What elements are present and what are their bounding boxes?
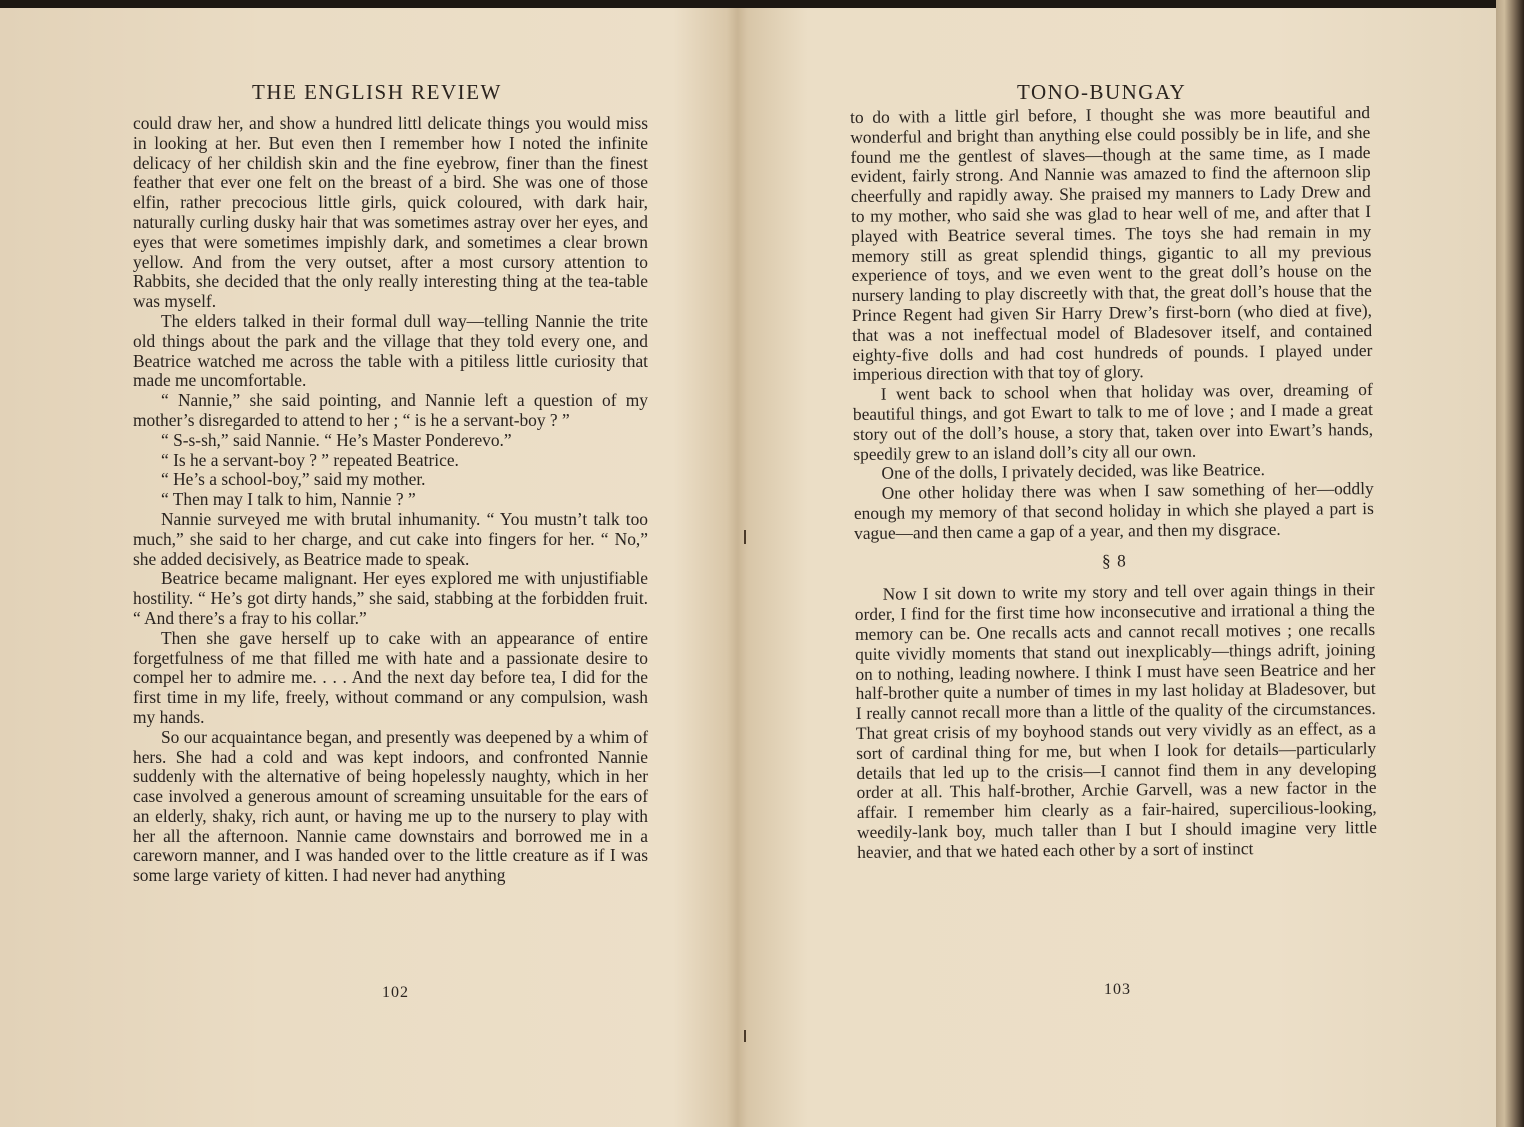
paragraph: “ S-s-sh,” said Nannie. “ He’s Master Ponderevo.”	[161, 429, 512, 450]
right-page	[745, 16, 1496, 1127]
page-number-right: 103	[1104, 981, 1131, 998]
paragraph: Beatrice became malignant. Her eyes explored me with unjustifiable hostility. “ He’s got dirty hands,” she said, stabbing at the forbidden fruit. “ And there’s a fray to his collar.”	[133, 568, 648, 628]
paragraph: I went back to school when that holiday was over, dreaming of beautiful things, and got Ewart to talk to me of love ; and I made a great story out of the doll’s house, a story that, taken over into Ewart’s hands, speedily grew to an island doll’s city all our own.	[852, 379, 1374, 464]
section-heading: § 8	[1101, 549, 1127, 571]
left-page	[0, 16, 745, 1127]
paragraph: could draw her, and show a hundred littl delicate things you would miss in looking at her. But even then I remember how I noted the infinite delicacy of her childish skin and the fine eyebrow, finer than the finest feather that ever one felt on the breast of a bird. She was one of those elfin, rather precocious little girls, quick coloured, with dark hair, naturally curling dusky hair that was sometimes astray over her eyes, and eyes that were sometimes impishly dark, and sometimes a clear brown yellow. And from the very outset, after a most cursory attention to Rabbits, she decided that the only really interesting thing at the tea-table was myself.	[133, 113, 648, 312]
paragraph: “ Then may I talk to him, Nannie ? ”	[161, 489, 416, 510]
page-edges	[1496, 0, 1524, 1127]
running-header-right: TONO-BUNGAY	[1017, 80, 1187, 104]
paragraph: “ Nannie,” she said pointing, and Nannie left a question of my mother’s disregarded to attend to her ; “ is he a servant-boy ? ”	[133, 390, 648, 430]
paragraph: Nannie surveyed me with brutal inhumanity. “ You mustn’t talk too much,” she said to her charge, and cut cake into fingers for her. “ No,” she added decisively, as Beatrice made to speak.	[133, 508, 648, 569]
right-page-text	[850, 103, 1377, 862]
paragraph: to do with a little girl before, I thought she was more beautiful and wonderful and bright than anything else could possibly be in life, and she found me the gentlest of slaves—though at the same time, as I made evident, fairly strong. And Nannie was amazed to find the afternoon slip cheerfully and rapidly away. She praised my manners to Lady Drew and to my mother, who said she was glad to hear well of me, and after that I played with Beatrice several times. The toys she had remain in my memory still as great splendid things, gigantic to all my previous experience of toys, and we even went to the great doll’s house on the nursery landing to play discreetly with that, the great doll’s house that the Prince Regent had given Sir Harry Drew’s first-born (who died at five), that was a not ineffectual model of Bladesover itself, and contained eighty-five dolls and had cost hundreds of pounds. I played under imperious direction with that toy of glory.	[849, 102, 1373, 385]
paragraph: Now I sit down to write my story and tell over again things in their order, I find for the first time how inconsecutive and irrational a thing the memory can be. One recalls acts and cannot recall motives ; one recalls quite vividly moments that stand out inexplicably—things adrift, joining on to nothing, leading nowhere. I think I must have seen Beatrice and her half-brother quite a number of times in my last holiday at Bladesover, but I really cannot recall more than a little of the quality of the circumstances. That great crisis of my boyhood stands out very vividly as an effect, as a sort of cardinal thing for me, but when I look for details—particularly details that led up to the crisis—I cannot find them in any developing order at all. This half-brother, Archie Garvell, was a new factor in the affair. I remember him clearly as a fair-haired, supercilious-looking, weedily-lank boy, much taller than I but I should imagine very little heavier, and that we hated each other by a sort of instinct	[854, 579, 1378, 862]
paragraph: Then she gave herself up to cake with an appearance of entire forgetfulness of me that filled me with hate and a passionate desire to compel her to admire me. . . . And the next day before tea, I did for the first time in my life, freely, without command or any compulsion, wash my hands.	[133, 627, 648, 727]
paragraph: One other holiday there was when I saw something of her—oddly enough my memory of that second holiday in which she played a part is vague—and then came a gap of a year, and then my disgrace.	[853, 478, 1374, 543]
paragraph: “ He’s a school-boy,” said my mother.	[161, 469, 426, 490]
gutter-stitch	[744, 1030, 746, 1042]
paragraph: The elders talked in their formal dull way—telling Nannie the trite old things about the park and the village that they told every one, and Beatrice watched me across the table with a pitiless little curiosity that made me uncomfortable.	[133, 310, 648, 391]
paragraph: “ Is he a servant-boy ? ” repeated Beatrice.	[161, 449, 459, 470]
gutter-stitch	[744, 530, 746, 544]
left-page-text	[133, 114, 648, 886]
running-header-left: THE ENGLISH REVIEW	[252, 80, 502, 104]
paragraph: One of the dolls, I privately decided, was like Beatrice.	[881, 459, 1266, 484]
book-spread	[0, 8, 1496, 1127]
paragraph: So our acquaintance began, and presently was deepened by a whim of hers. She had a cold and was kept indoors, and confronted Nannie suddenly with the alternative of being hopelessly naughty, which in her case involved a generous amount of screaming unsuitable for the ears of an elderly, shaky, rich aunt, or having me up to the nursery to play with her all the afternoon. Nannie came downstairs and borrowed me in a careworn manner, and I was handed over to the little creature as if I was some large variety of kitten. I had never had anything	[133, 726, 648, 886]
page-number-left: 102	[382, 984, 409, 1001]
